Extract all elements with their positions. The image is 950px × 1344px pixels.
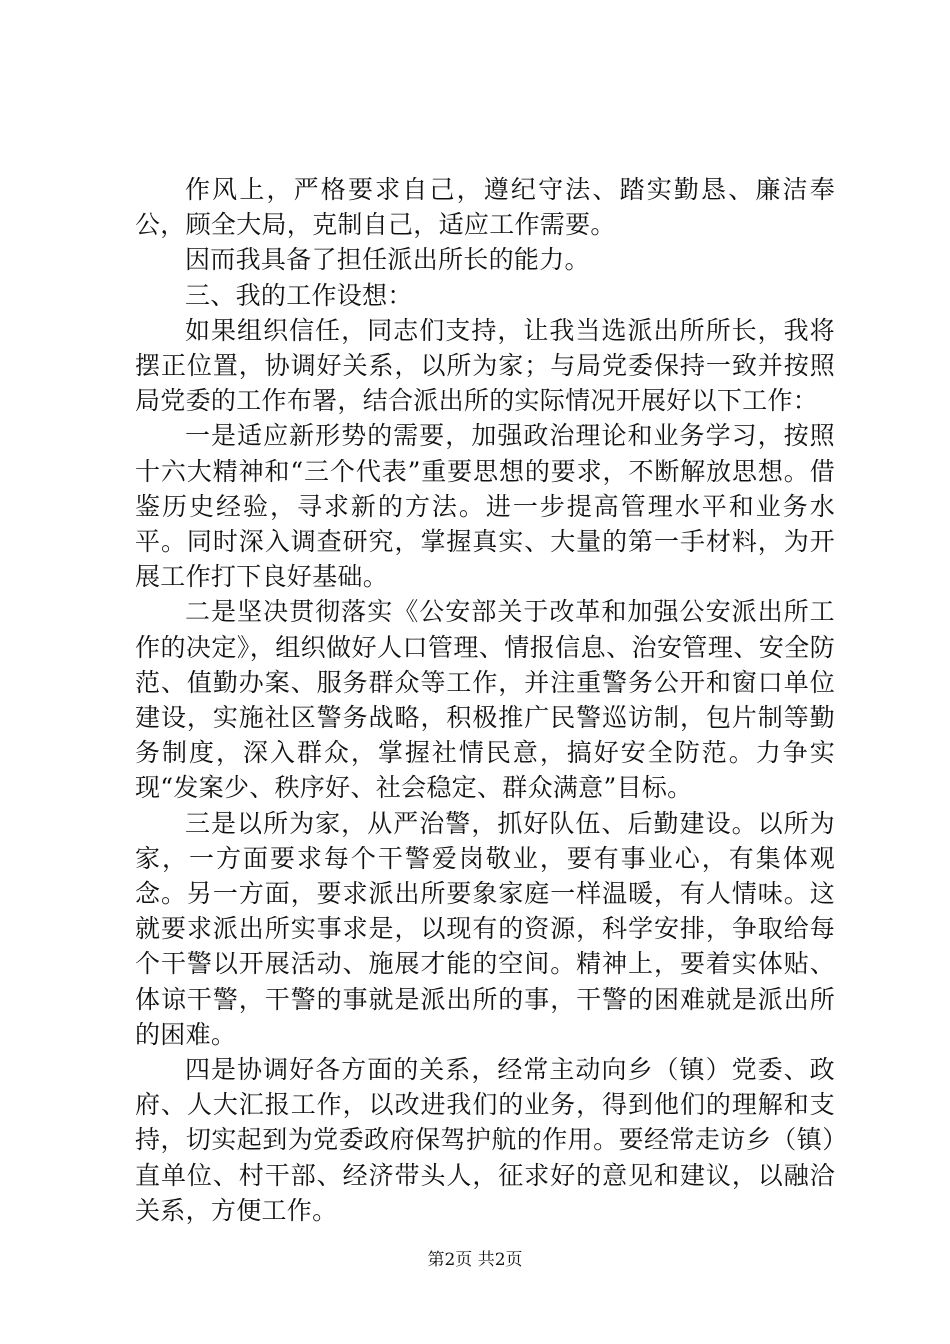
page-footer: [0, 1245, 950, 1270]
paragraph-point-three: 三是以所为家，从严治警，抓好队伍、后勤建设。以所为家，一方面要求每个干警爱岗敬业，要有事业心，有集体观念。另一方面，要求派出所要象家庭一样温暖，有人情味。这就要求派出所实事求是，以现有的资源，科学安排，争取给每个干警以开展活动、施展才能的空间。精神上，要着实体贴、体谅干警，干警的事就是派出所的事，干警的困难就是派出所的困难。: [135, 808, 835, 1049]
paragraph-work-style: 作风上，严格要求自己，遵纪守法、踏实勤恳、廉洁奉公，顾全大局，克制自己，适应工作需要。: [135, 175, 835, 240]
paragraph-intro-plan: 如果组织信任，同志们支持，让我当选派出所所长，我将摆正位置，协调好关系，以所为家；与局党委保持一致并按照局党委的工作布署，结合派出所的实际情况开展好以下工作：: [135, 315, 835, 416]
paragraph-point-two: 二是坚决贯彻落实《公安部关于改革和加强公安派出所工作的决定》，组织做好人口管理、情报信息、治安管理、安全防范、值勤办案、服务群众等工作，并注重警务公开和窗口单位建设，实施社区警务战略，积极推广民警巡访制，包片制等勤务制度，深入群众，掌握社情民意，搞好安全防范。力争实现“发案少、秩序好、社会稳定、群众满意”目标。: [135, 597, 835, 803]
paragraph-capability: 因而我具备了担任派出所长的能力。: [185, 245, 590, 275]
paragraph-point-four: 四是协调好各方面的关系，经常主动向乡（镇）党委、政府、人大汇报工作，以改进我们的业务，得到他们的理解和支持，切实起到为党委政府保驾护航的作用。要经常走访乡（镇）直单位、村干部、经济带头人，征求好的意见和建议，以融洽关系，方便工作。: [135, 1055, 835, 1225]
page-number-label: 第2页 共2页: [427, 1250, 523, 1270]
section-heading-work-plan: 三、我的工作设想：: [185, 280, 413, 310]
paragraph-point-one: 一是适应新形势的需要，加强政治理论和业务学习，按照十六大精神和“三个代表”重要思想的要求，不断解放思想。借鉴历史经验，寻求新的方法。进一步提高管理水平和业务水平。同时深入调查研究，掌握真实、大量的第一手材料，为开展工作打下良好基础。: [135, 421, 835, 592]
document-body: [135, 172, 835, 1228]
